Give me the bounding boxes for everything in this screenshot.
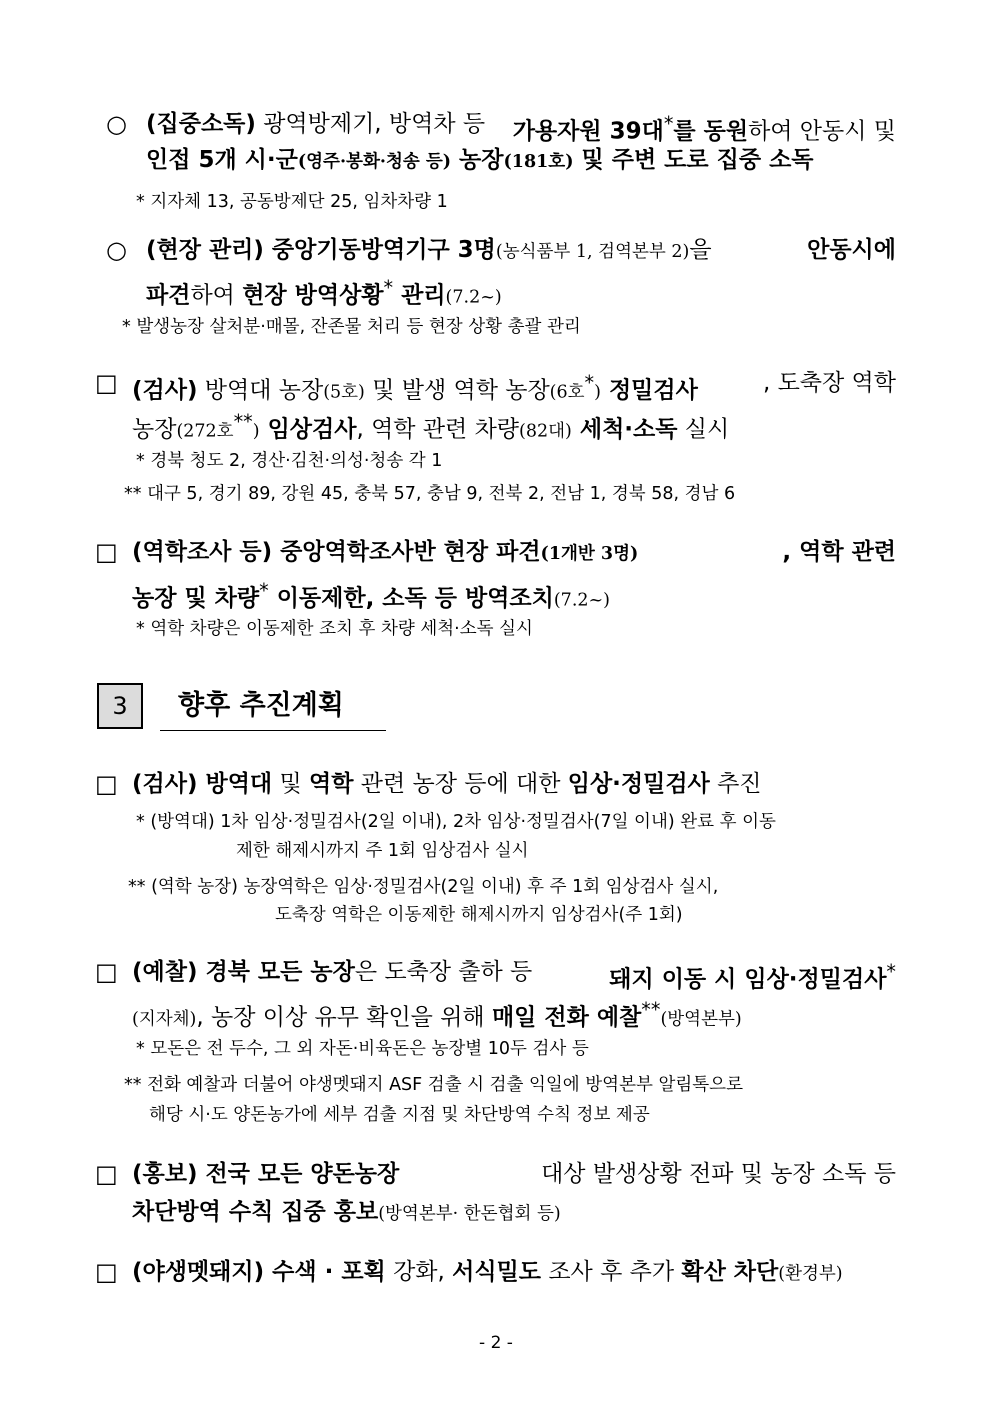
square-bullet: □ (95, 538, 118, 566)
paragraph-field-management-line1: (현장 관리) 중앙기동방역기구 3명(농식품부 1, 검역본부 2)을 안동시에 (146, 237, 896, 263)
paragraph-field-management-line2: 파견하여 현장 방역상황* 관리(7.2~) (146, 276, 502, 309)
paragraph-epidemiology-line1: (역학조사 등) 중앙역학조사반 현장 파견(1개반 3명) , 역학 관련 (132, 539, 896, 565)
footnote-resources: * 지자체 13, 공동방제단 25, 임차차량 1 (136, 192, 448, 212)
footnote-epidemiology-farms: * 경북 청도 2, 경산·김천·의성·청송 각 1 (136, 451, 443, 471)
page-number: - 2 - (479, 1333, 513, 1353)
paragraph-inspection-line1: (검사) 방역대 농장(5호) 및 발생 역학 농장(6호*) 정밀검사 , 도축장 역학 (132, 370, 896, 404)
footnote-protection-zone-1: * (방역대) 1차 임상·정밀검사(2일 이내), 2차 임상·정밀검사(7일 이내) 완료 후 이동 (136, 812, 776, 832)
circle-bullet: ○ (106, 236, 127, 264)
paragraph-epidemiology-line2: 농장 및 차량* 이동제한, 소독 등 방역조치(7.2~) (132, 579, 611, 612)
section-title: 향후 추진계획 (178, 690, 344, 721)
footnote-vehicles: * 역학 차량은 이동제한 조치 후 차량 세척·소독 실시 (136, 619, 533, 639)
section-number-box: 3 (97, 683, 143, 729)
paragraph-intensive-disinfection-line1: (집중소독) 광역방제기, 방역차 등 가용자원 39대*를 동원하여 안동시 및 (146, 111, 896, 145)
footnote-phone-surveillance-1: ** 전화 예찰과 더불어 야생멧돼지 ASF 검출 시 검출 익일에 방역본부 알림톡으로 (124, 1075, 743, 1095)
paragraph-intensive-disinfection-line2: 인접 5개 시·군(영주·봉화·청송 등) 농장(181호) 및 주변 도로 집중 소독 (146, 147, 814, 173)
footnote-field-management: * 발생농장 살처분·매몰, 잔존물 처리 등 현장 상황 총괄 관리 (122, 317, 581, 337)
footnote-epidemiology-farm-1: ** (역학 농장) 농장역학은 임상·정밀검사(2일 이내) 후 주 1회 임상검사 실시, (128, 877, 719, 897)
paragraph-surveillance-line1: (예찰) 경북 모든 농장은 도축장 출하 등 돼지 이동 시 임상·정밀검사* (132, 959, 896, 993)
paragraph-publicity-line2: 차단방역 수칙 집중 홍보(방역본부· 한돈협회 등) (132, 1199, 561, 1225)
square-bullet: □ (95, 770, 118, 798)
paragraph-plan-inspection-line1: (검사) 방역대 및 역학 관련 농장 등에 대한 임상·정밀검사 추진 (132, 771, 762, 797)
paragraph-wild-boar: (야생멧돼지) 수색 · 포획 강화, 서식밀도 조사 후 추가 확산 차단(환경부) (132, 1259, 843, 1285)
footnote-slaughterhouse-farms: ** 대구 5, 경기 89, 강원 45, 충북 57, 충남 9, 전북 2, 전남 1, 경북 58, 경남 6 (124, 484, 736, 504)
square-bullet: □ (95, 1160, 118, 1188)
circle-bullet: ○ (106, 110, 127, 138)
footnote-phone-surveillance-2: 해당 시·도 양돈농가에 세부 검출 지점 및 차단방역 수칙 정보 제공 (149, 1105, 650, 1125)
section-title-underline (160, 730, 386, 731)
square-bullet: □ (95, 958, 118, 986)
square-bullet: □ (95, 1258, 118, 1286)
square-bullet: □ (95, 369, 118, 397)
paragraph-surveillance-line2: (지자체), 농장 이상 유무 확인을 위해 매일 전화 예찰**(방역본부) (132, 998, 742, 1031)
paragraph-publicity-line1: (홍보) 전국 모든 양돈농장 대상 발생상황 전파 및 농장 소독 등 (132, 1161, 896, 1187)
footnote-epidemiology-farm-2: 도축장 역학은 이동제한 해제시까지 임상검사(주 1회) (275, 905, 683, 925)
footnote-sows: * 모돈은 전 두수, 그 외 자돈·비육돈은 농장별 10두 검사 등 (136, 1039, 589, 1059)
footnote-protection-zone-2: 제한 해제시까지 주 1회 임상검사 실시 (236, 841, 529, 861)
paragraph-inspection-line2: 농장(272호**) 임상검사, 역학 관련 차량(82대) 세척·소독 실시 (132, 410, 730, 443)
